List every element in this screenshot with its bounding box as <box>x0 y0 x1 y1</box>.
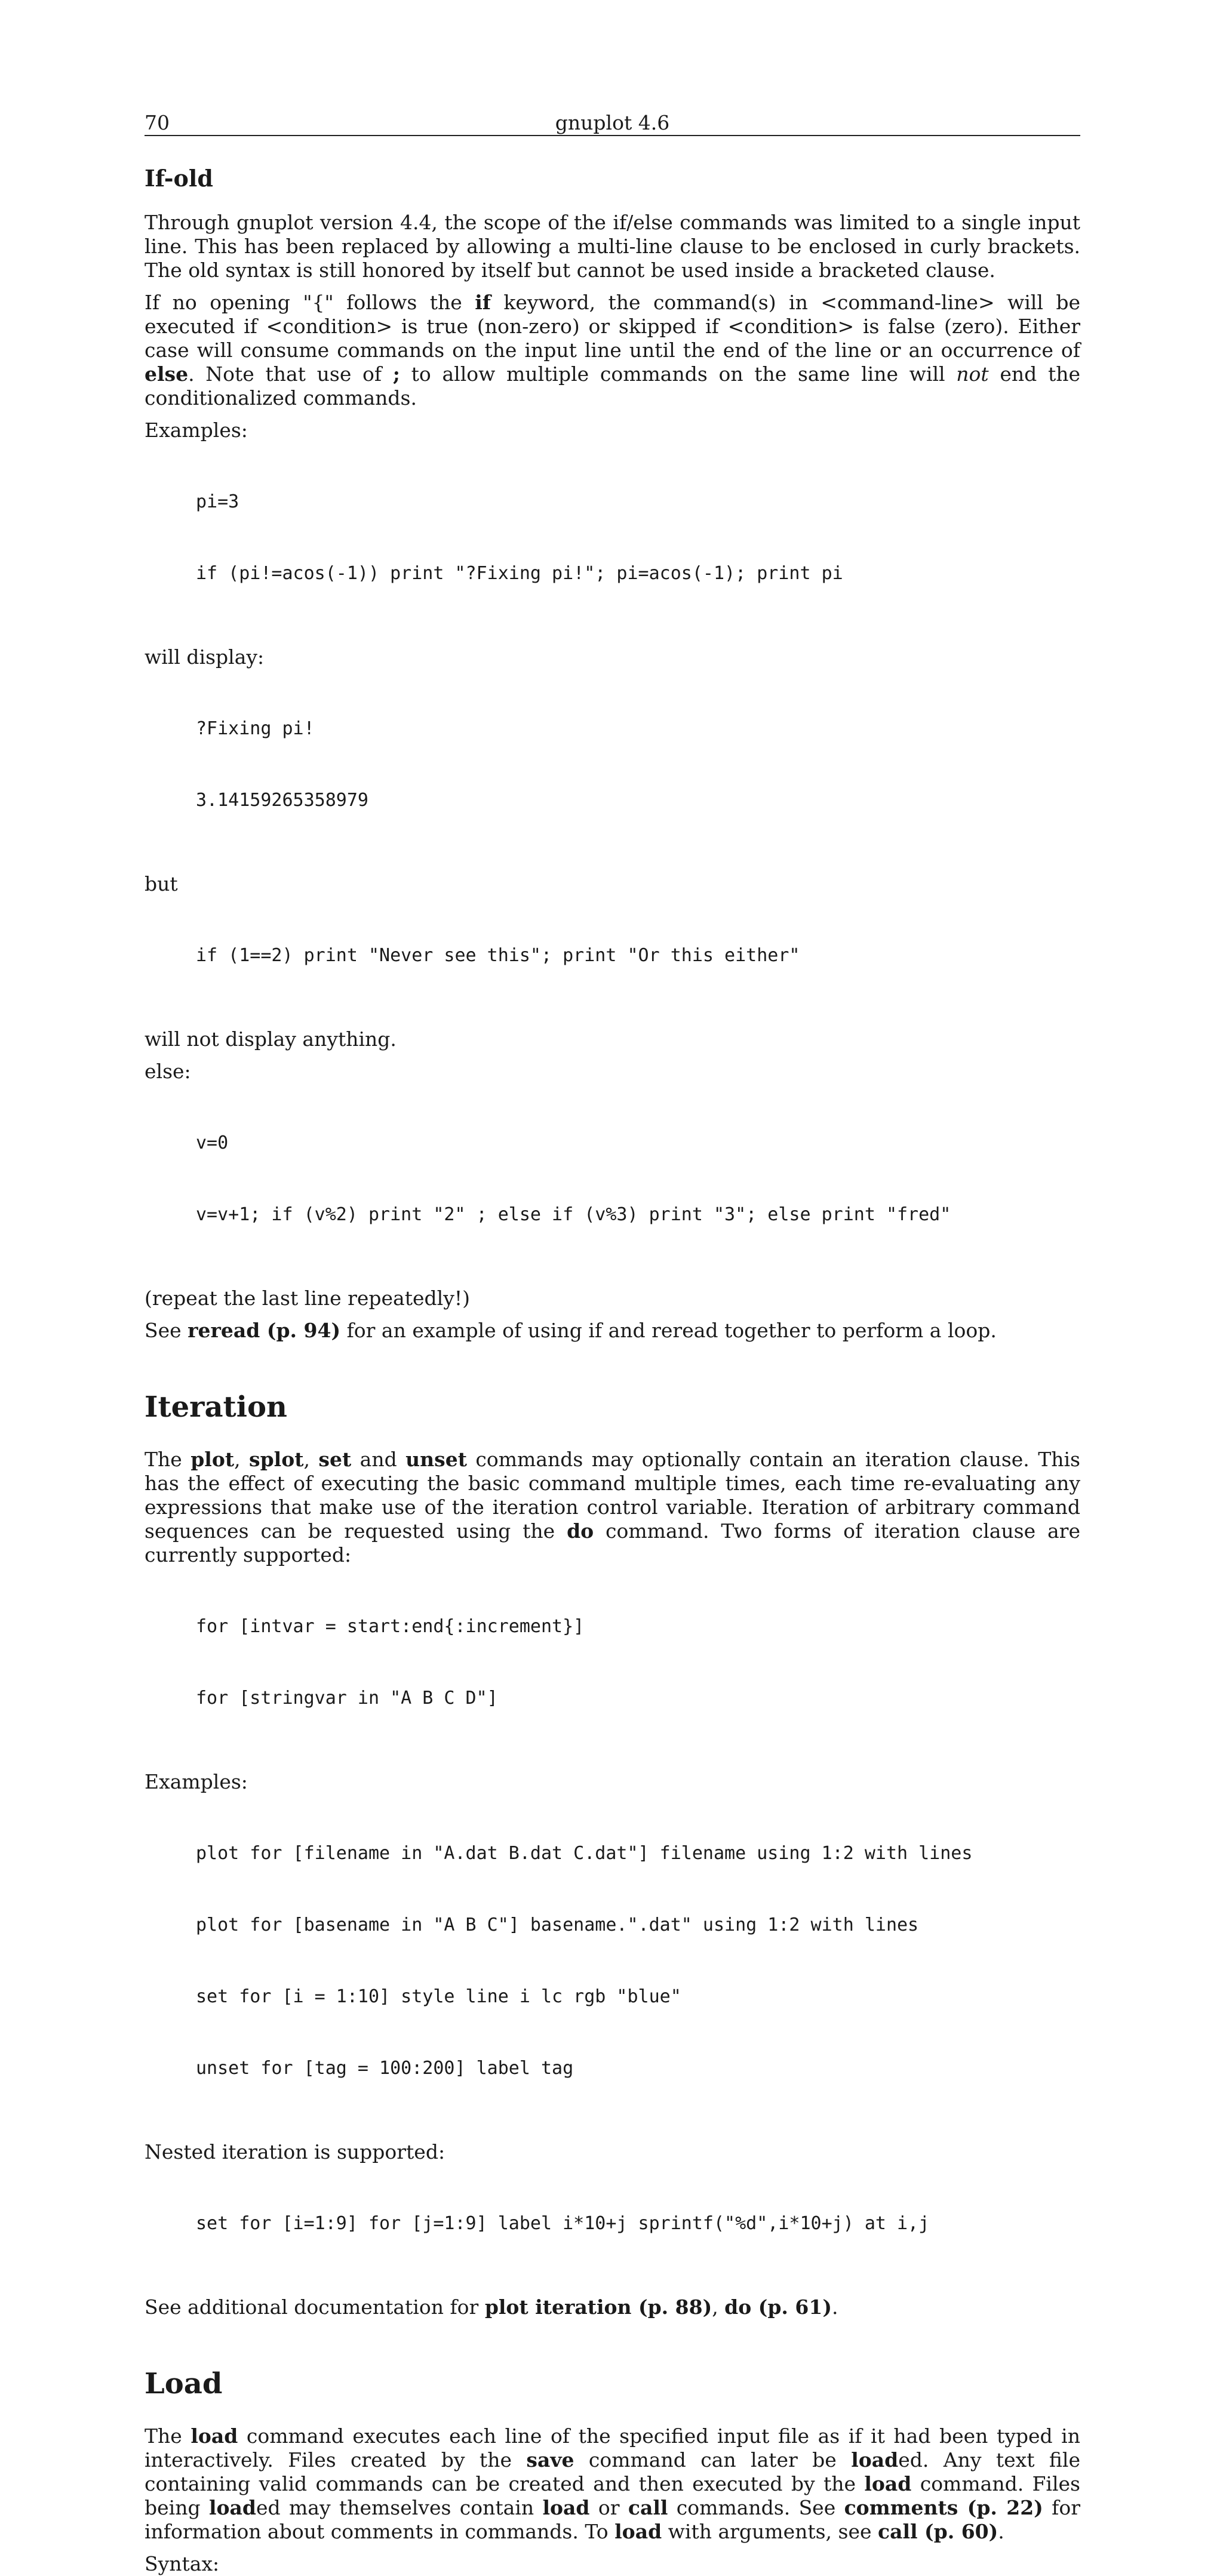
text-label: Nested iteration is supported: <box>145 2140 445 2163</box>
code-block <box>145 442 1080 633</box>
code-line: v=0 <box>196 1132 229 1153</box>
code-line: ?Fixing pi! <box>196 718 315 739</box>
paragraph: Through gnuplot version 4.4, the scope of the if/else commands was limited to a single input line. This has been replaced by allowing a multi-line clause to be enclosed in curly brackets. The old syntax is still honored by itself but cannot be used inside a bracketed clause. <box>145 211 1080 282</box>
paragraph: See reread (p. 94) for an example of using if and reread together to perform a loop. <box>145 1319 997 1342</box>
cross-reference-link[interactable]: call (p. 60) <box>878 2520 998 2543</box>
section-heading-load: Load <box>145 2367 223 2400</box>
paragraph: The plot, splot, set and unset commands may optionally contain an iteration clause. This has the effect of executing the basic command multiple times, each time re-evaluating any expressions that make use of the iteration control variable. Iteration of arbitrary command sequences can be requested using the do command. Two forms of iteration clause are currently supported: <box>145 1448 1080 1566</box>
paragraph: If no opening "{" follows the if keyword, the command(s) in <command-line> will be executed if <condition> is true (non-zero) or skipped if <condition> is false (zero). Either case will consume commands on the input line until the end of the line or an occurrence of else. Note that use of ; to allow multiple commands on the same line will not end the conditionalized commands. <box>145 291 1080 410</box>
section-heading-if-old: If-old <box>145 165 213 192</box>
page-header <box>145 107 1080 136</box>
code-line: plot for [filename in "A.dat B.dat C.dat"] filename using 1:2 with lines <box>196 1843 973 1864</box>
code-line: 3.14159265358979 <box>196 790 368 811</box>
code-block <box>145 2164 1080 2283</box>
examples-label: Examples: <box>145 418 248 442</box>
page-content <box>145 158 1080 2576</box>
paragraph: will not display anything. <box>145 1027 397 1051</box>
paragraph: (repeat the last line repeatedly!) <box>145 1287 470 1310</box>
paragraph: The load command executes each line of the specified input file as if it had been typed in interactively. Files created by the save command can later be loaded. Any text file containing valid commands can be created and then executed by the load command. Files being loaded may themselves contain load or call commands. See comments (p. 22) for information about comments in commands. To load with arguments, see call (p. 60). <box>145 2424 1080 2543</box>
code-block <box>145 896 1080 1015</box>
cross-reference-link[interactable]: comments (p. 22) <box>844 2496 1043 2519</box>
paragraph: See additional documentation for plot iteration (p. 88), do (p. 61). <box>145 2295 838 2319</box>
cross-reference-link[interactable]: reread (p. 94) <box>188 1319 341 1342</box>
cross-reference-link[interactable]: do (p. 61) <box>724 2295 832 2319</box>
running-title: gnuplot 4.6 <box>555 111 670 134</box>
text-label: else: <box>145 1060 191 1083</box>
code-line: if (1==2) print "Never see this"; print "Or this either" <box>196 945 800 966</box>
code-block <box>145 1084 1080 1275</box>
examples-label: Examples: <box>145 1770 248 1793</box>
code-block <box>145 669 1080 860</box>
code-block <box>145 1567 1080 1758</box>
code-line: pi=3 <box>196 491 239 512</box>
code-block <box>145 1794 1080 2128</box>
syntax-label: Syntax: <box>145 2552 220 2575</box>
page-number: 70 <box>145 111 170 134</box>
code-line: set for [i = 1:10] style line i lc rgb "blue" <box>196 1986 681 2007</box>
code-line: if (pi!=acos(-1)) print "?Fixing pi!"; pi=acos(-1); print pi <box>196 563 843 584</box>
section-heading-iteration: Iteration <box>145 1390 287 1424</box>
cross-reference-link[interactable]: plot iteration (p. 88) <box>484 2295 712 2319</box>
text-label: but <box>145 872 178 895</box>
code-line: plot for [basename in "A B C"] basename.".dat" using 1:2 with lines <box>196 1915 919 1935</box>
code-line: for [stringvar in "A B C D"] <box>196 1688 498 1709</box>
code-line: set for [i=1:9] for [j=1:9] label i*10+j sprintf("%d",i*10+j) at i,j <box>196 2213 930 2234</box>
text-label: will display: <box>145 645 265 669</box>
code-line: v=v+1; if (v%2) print "2" ; else if (v%3) print "3"; else print "fred" <box>196 1204 951 1225</box>
code-line: for [intvar = start:end{:increment}] <box>196 1616 585 1637</box>
code-line: unset for [tag = 100:200] label tag <box>196 2058 574 2079</box>
